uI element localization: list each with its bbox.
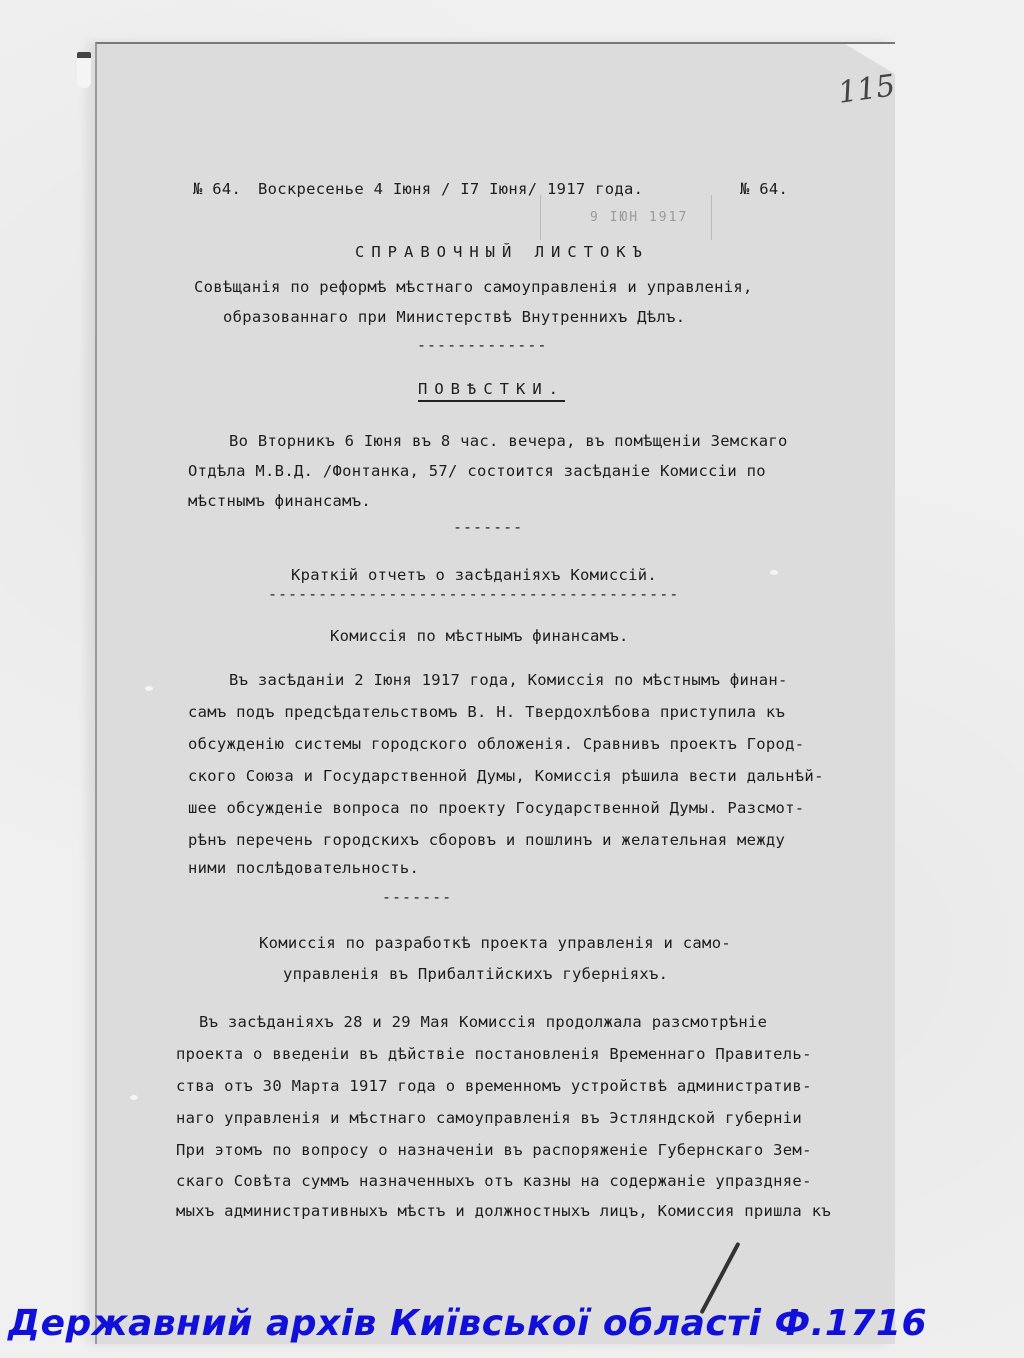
report-heading-underline: -----------------------------------------	[268, 585, 680, 603]
subtitle-line-2: образованнаго при Министерствѣ Внутреннихъ Дѣлъ.	[223, 308, 686, 326]
agenda-heading-text: ПОВѢСТКИ.	[418, 380, 565, 402]
commission-1-line: Въ засѣданіи 2 Iюня 1917 года, Комиссія по мѣстнымъ финан-	[229, 671, 788, 689]
punch-hole	[145, 686, 153, 691]
paper-tear-mark	[77, 52, 91, 88]
commission-2-title-line-2: управленія въ Прибалтійскихъ губерніяхъ.	[283, 965, 669, 983]
commission-2-line: ства отъ 30 Марта 1917 года о временномъ устройствѣ административ-	[176, 1077, 812, 1095]
issue-number-left: № 64.	[193, 180, 242, 198]
received-stamp: 9 IЮН 1917	[590, 210, 689, 225]
commission-2-line: При этомъ по вопросу о назначеніи въ распоряженіе Губернскаго Зем-	[176, 1141, 812, 1159]
commission-2-line: наго управленія и мѣстнаго самоуправленія въ Эстляндской губерніи	[176, 1109, 803, 1127]
commission-1-title: Комиссія по мѣстнымъ финансамъ.	[330, 627, 629, 645]
commission-1-line: шее обсужденіе вопроса по проекту Государственной Думы. Разсмот-	[188, 799, 805, 817]
subtitle-line-1: Совѣщанія по реформѣ мѣстнаго самоуправленія и управленія,	[194, 278, 753, 296]
archive-watermark: Державний архів Київської області Ф.1716	[8, 1303, 928, 1344]
issue-number-right: № 64.	[740, 180, 789, 198]
separator: -------------	[417, 336, 548, 354]
document-title: СПРАВОЧНЫЙ ЛИСТОКЪ	[355, 243, 649, 261]
section-heading-report: Краткій отчетъ о засѣданіяхъ Комиссій.	[291, 566, 658, 584]
handwritten-folio-number: 115	[835, 68, 898, 111]
commission-1-line: самъ подъ предсѣдательствомъ В. Н. Твердохлѣбова приступила къ	[188, 703, 786, 721]
commission-2-title-line-1: Комиссія по разработкѣ проекта управленія и само-	[259, 934, 731, 952]
commission-2-line: скаго Совѣта суммъ назначенныхъ отъ казны на содержаніе упраздняе-	[176, 1172, 812, 1190]
separator: -------	[382, 888, 453, 906]
punch-hole	[770, 570, 778, 575]
commission-2-line: мыхъ административныхъ мѣстъ и должностныхъ лицъ, Комиссия пришла къ	[176, 1202, 831, 1220]
commission-1-line: рѣнъ перечень городскихъ сборовъ и пошлинъ и желательная между	[188, 831, 786, 849]
commission-1-line: обсужденію системы городского обложенія. Сравнивъ проектъ Город-	[188, 735, 805, 753]
separator: -------	[453, 518, 524, 536]
commission-2-line: проекта о введеніи въ дѣйствіе постановленія Временнаго Правитель-	[176, 1045, 812, 1063]
agenda-line-3: мѣстнымъ финансамъ.	[188, 492, 372, 510]
commission-2-line: Въ засѣданіяхъ 28 и 29 Мая Комиссія продолжала разсмотрѣніе	[199, 1013, 768, 1031]
issue-date: Воскресенье 4 Iюня / I7 Iюня/ 1917 года.	[258, 180, 644, 198]
section-heading-agenda	[418, 380, 565, 398]
punch-hole	[130, 1095, 138, 1100]
agenda-line-2: Отдѣла М.В.Д. /Фонтанка, 57/ состоится засѣданіе Комиссіи по	[188, 462, 766, 480]
commission-1-line: ними послѣдовательность.	[188, 859, 420, 877]
commission-1-line: ского Союза и Государственной Думы, Комиссія рѣшила вести дальнѣй-	[188, 767, 824, 785]
agenda-line-1: Во Вторникъ 6 Iюня въ 8 час. вечера, въ помѣщеніи Земскаго	[229, 432, 788, 450]
